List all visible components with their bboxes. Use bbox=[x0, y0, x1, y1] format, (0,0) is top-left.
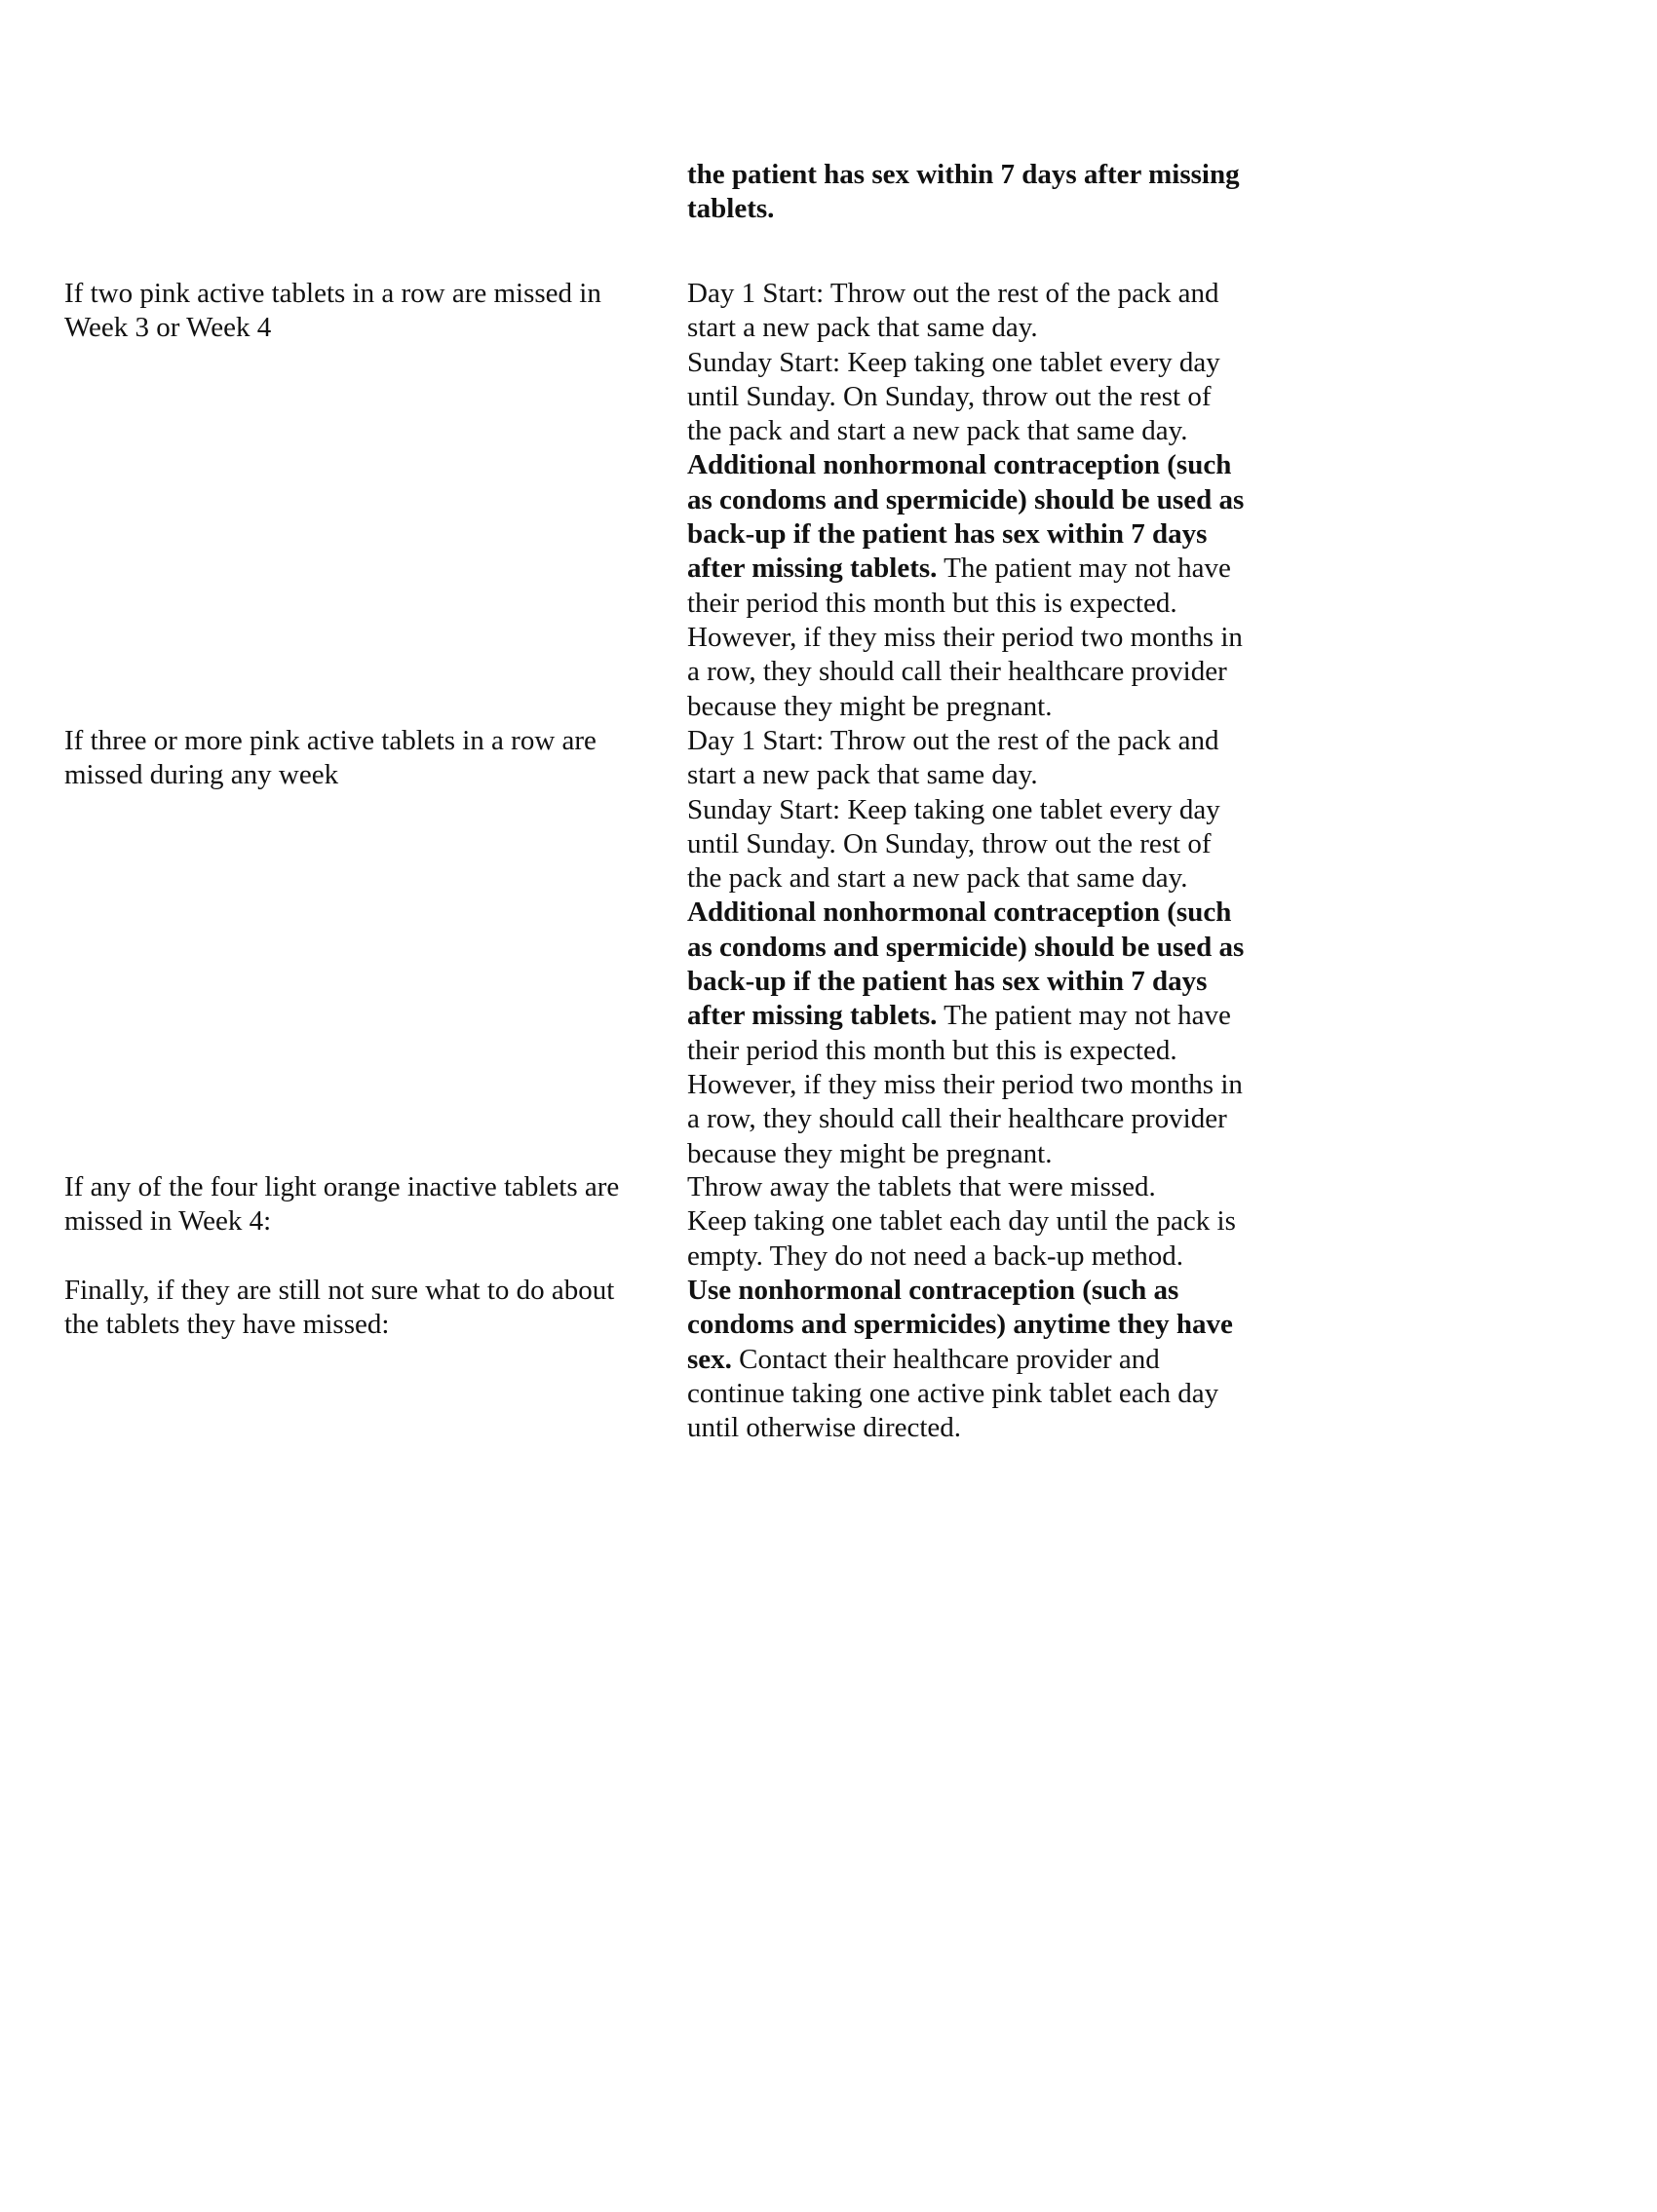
row-2-situation bbox=[64, 724, 669, 793]
situation-line: If two pink active tablets in a row are missed in bbox=[64, 278, 601, 309]
period-note-line: because they might be pregnant. bbox=[687, 1137, 1053, 1169]
contact-provider-line: until otherwise directed. bbox=[687, 1412, 962, 1444]
period-note-text: The patient may not have bbox=[937, 553, 1231, 585]
contraception-warning-line: condoms and spermicides) anytime they have bbox=[687, 1309, 1233, 1341]
contraception-warning-line: Use nonhormonal contraception (such as bbox=[687, 1275, 1179, 1306]
instruction-line: the patient has sex within 7 days after missing bbox=[687, 159, 1240, 190]
contraception-warning-text: sex. bbox=[687, 1343, 732, 1375]
situation-line: missed during any week bbox=[64, 759, 339, 791]
situation-line: missed in Week 4: bbox=[64, 1205, 272, 1238]
period-note-line: However, if they miss their period two months in bbox=[687, 621, 1243, 653]
period-note-line: However, if they miss their period two months in bbox=[687, 1068, 1243, 1100]
day1-start-line: start a new pack that same day. bbox=[687, 759, 1038, 791]
backup-warning-text: after missing tablets. bbox=[687, 553, 938, 585]
situation-line: If three or more pink active tablets in a row are bbox=[64, 725, 597, 756]
backup-warning-line: back-up if the patient has sex within 7 days bbox=[687, 966, 1208, 998]
day1-start-line: Day 1 Start: Throw out the rest of the pack and bbox=[687, 278, 1219, 309]
row-1-instructions bbox=[687, 277, 1296, 724]
contact-provider-line: continue taking one active pink tablet each day bbox=[687, 1377, 1219, 1409]
backup-warning-line: as condoms and spermicide) should be used as bbox=[687, 931, 1245, 963]
row-3-situation bbox=[64, 1170, 669, 1239]
instruction-line: Throw away the tablets that were missed. bbox=[687, 1171, 1156, 1202]
sunday-start-line: the pack and start a new pack that same day. bbox=[687, 862, 1188, 895]
row-3-instructions bbox=[687, 1170, 1296, 1274]
instruction-line: Keep taking one tablet each day until the pack is bbox=[687, 1205, 1236, 1238]
mixed-line bbox=[687, 999, 1296, 1033]
sunday-start-line: until Sunday. On Sunday, throw out the rest of bbox=[687, 380, 1212, 412]
backup-warning-line: as condoms and spermicide) should be used as bbox=[687, 483, 1245, 515]
period-note-line: because they might be pregnant. bbox=[687, 690, 1053, 722]
period-note-text: The patient may not have bbox=[937, 1000, 1231, 1032]
sunday-start-line: the pack and start a new pack that same day. bbox=[687, 415, 1188, 447]
day1-start-line: start a new pack that same day. bbox=[687, 312, 1038, 344]
backup-warning-line: Additional nonhormonal contraception (such bbox=[687, 449, 1232, 481]
backup-warning-line: back-up if the patient has sex within 7 days bbox=[687, 518, 1208, 551]
row-4-situation bbox=[64, 1274, 669, 1343]
situation-line: Finally, if they are still not sure what to do about bbox=[64, 1275, 615, 1306]
situation-line: the tablets they have missed: bbox=[64, 1309, 390, 1341]
day1-start-line: Day 1 Start: Throw out the rest of the pack and bbox=[687, 725, 1219, 756]
contact-provider-text: Contact their healthcare provider and bbox=[731, 1343, 1160, 1375]
row-0-instructions bbox=[687, 158, 1296, 227]
sunday-start-line: until Sunday. On Sunday, throw out the rest of bbox=[687, 827, 1212, 859]
period-note-line: their period this month but this is expected. bbox=[687, 587, 1177, 619]
mixed-line bbox=[687, 552, 1296, 586]
instruction-line: tablets. bbox=[687, 193, 775, 225]
instruction-line: empty. They do not need a back-up method. bbox=[687, 1239, 1183, 1272]
period-note-line: their period this month but this is expected. bbox=[687, 1034, 1177, 1066]
backup-warning-line: Additional nonhormonal contraception (such bbox=[687, 896, 1232, 929]
row-4-instructions bbox=[687, 1274, 1296, 1445]
sunday-start-line: Sunday Start: Keep taking one tablet every day bbox=[687, 793, 1220, 825]
row-1-situation bbox=[64, 277, 669, 346]
situation-line: Week 3 or Week 4 bbox=[64, 312, 272, 344]
row-2-instructions bbox=[687, 724, 1296, 1171]
backup-warning-text: after missing tablets. bbox=[687, 1000, 938, 1032]
period-note-line: a row, they should call their healthcare provider bbox=[687, 656, 1227, 688]
sunday-start-line: Sunday Start: Keep taking one tablet every day bbox=[687, 346, 1220, 378]
mixed-line bbox=[687, 1343, 1296, 1377]
situation-line: If any of the four light orange inactive tablets are bbox=[64, 1171, 620, 1202]
period-note-line: a row, they should call their healthcare provider bbox=[687, 1103, 1227, 1135]
